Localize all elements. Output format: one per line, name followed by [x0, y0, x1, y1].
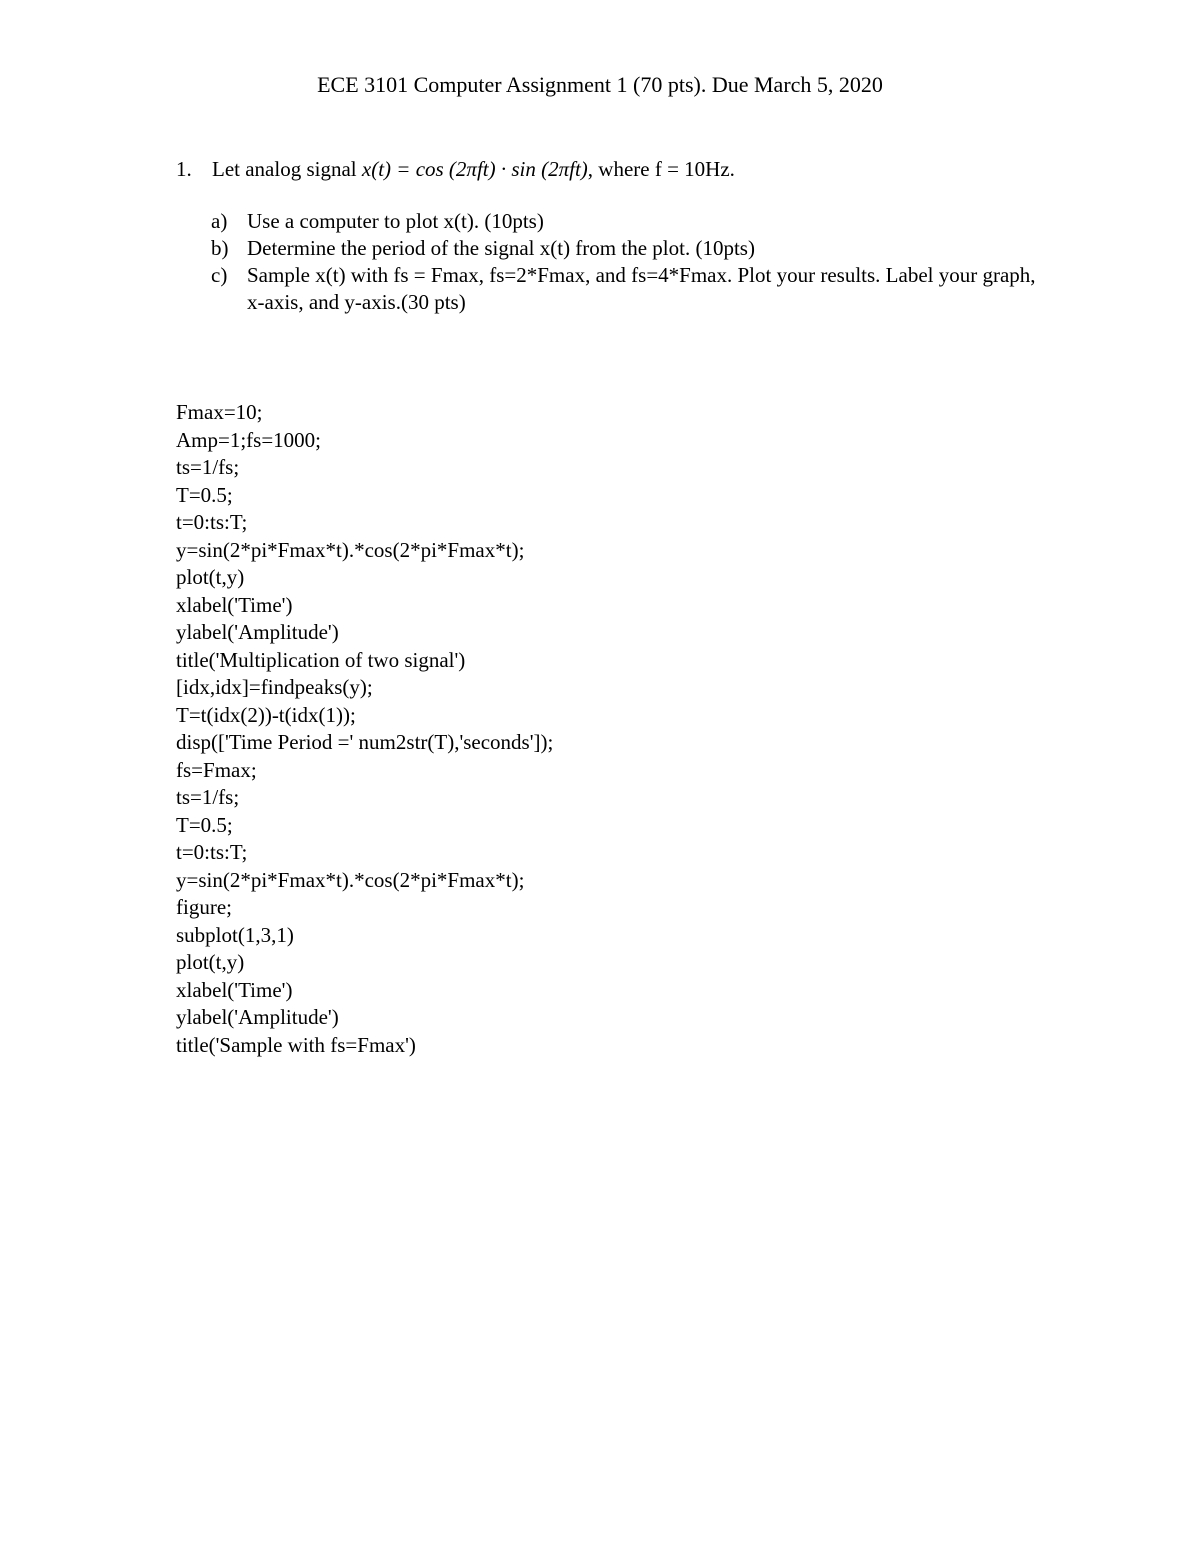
code-line: ylabel('Amplitude')	[176, 620, 339, 644]
question-formula: x(t) = cos (2πft) · sin (2πft)	[361, 157, 588, 181]
code-line: figure;	[176, 895, 232, 919]
code-line: [idx,idx]=findpeaks(y);	[176, 675, 373, 699]
code-line: y=sin(2*pi*Fmax*t).*cos(2*pi*Fmax*t);	[176, 537, 525, 562]
code-line: subplot(1,3,1)	[176, 922, 294, 947]
code-line: T=t(idx(2))-t(idx(1));	[176, 702, 356, 727]
sub-question-a	[211, 208, 1051, 235]
code-line: y=sin(2*pi*Fmax*t).*cos(2*pi*Fmax*t);	[176, 867, 525, 892]
sub-question-letter: b)	[211, 236, 229, 260]
code-line: title('Sample with fs=Fmax')	[176, 1032, 416, 1057]
sub-question-letter: c)	[211, 263, 228, 287]
code-line: plot(t,y)	[176, 950, 245, 974]
code-line: plot(t,y)	[176, 565, 245, 589]
question-number: 1.	[176, 157, 192, 181]
code-line: T=0.5;	[176, 482, 233, 507]
sub-question-c	[211, 262, 1051, 316]
code-line: t=0:ts:T;	[176, 510, 248, 534]
code-line: fs=Fmax;	[176, 757, 257, 782]
question-text-after: , where f = 10Hz.	[587, 157, 735, 181]
sub-question-b	[211, 235, 1051, 262]
code-line: t=0:ts:T;	[176, 840, 248, 864]
document-title: ECE 3101 Computer Assignment 1 (70 pts). Due March 5, 2020	[317, 72, 883, 97]
sub-question-letter: a)	[211, 209, 228, 233]
code-line: ts=1/fs;	[176, 785, 240, 809]
code-line: Fmax=10;	[176, 400, 263, 424]
code-line: xlabel('Time')	[176, 977, 293, 1002]
question-text-before: Let analog signal	[212, 157, 362, 181]
code-line: ylabel('Amplitude')	[176, 1005, 339, 1029]
code-line: title('Multiplication of two signal')	[176, 647, 466, 672]
sub-question-text: Sample x(t) with fs = Fmax, fs=2*Fmax, and fs=4*Fmax. Plot your results. Label your graph, x-axis, and y-axis.(30 pts)	[247, 263, 1036, 314]
sub-question-list	[211, 208, 1051, 316]
code-line: xlabel('Time')	[176, 592, 293, 617]
sub-question-text: Use a computer to plot x(t). (10pts)	[247, 209, 544, 233]
code-line: T=0.5;	[176, 812, 233, 837]
question-1	[176, 154, 735, 184]
code-line: ts=1/fs;	[176, 455, 240, 479]
code-line: disp(['Time Period =' num2str(T),'seconds']);	[176, 730, 554, 754]
matlab-code-block	[176, 399, 553, 1059]
sub-question-text: Determine the period of the signal x(t) from the plot. (10pts)	[247, 236, 755, 260]
code-line: Amp=1;fs=1000;	[176, 427, 322, 452]
